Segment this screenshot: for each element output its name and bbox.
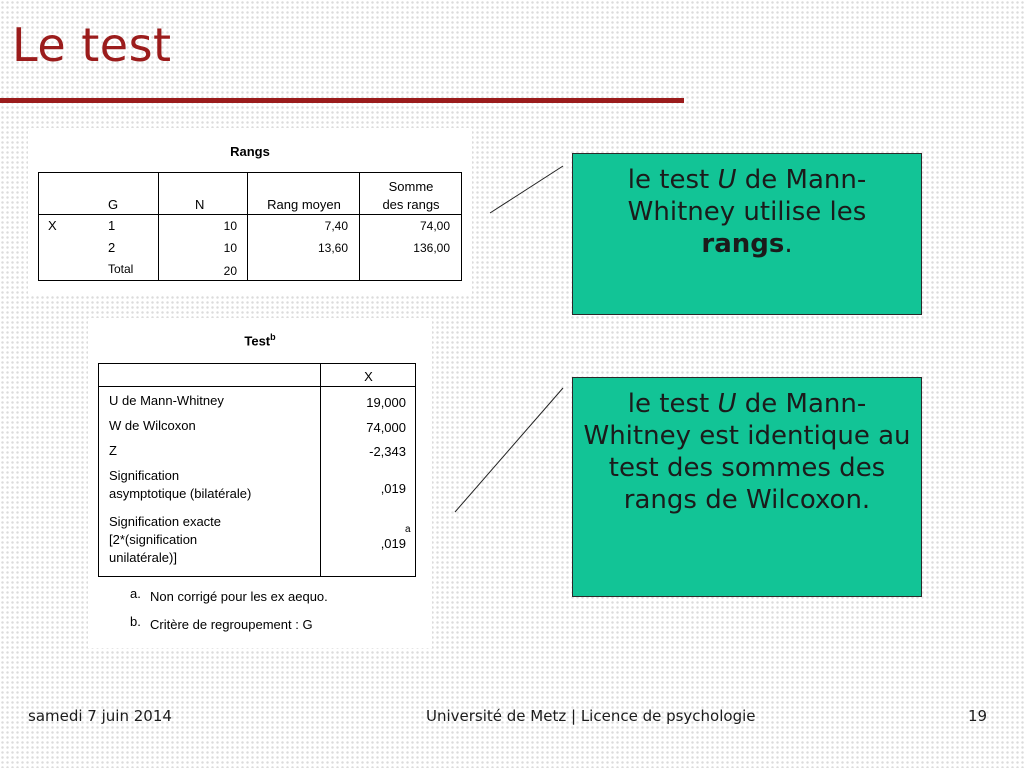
footer-page-number: 19 (968, 707, 988, 725)
test-row-value: 19,000 (366, 395, 406, 410)
rangs-header-n: N (195, 197, 205, 212)
callout-emphasis: U (717, 165, 737, 195)
test-row-label: asymptotique (bilatérale) (109, 486, 252, 501)
callout-strong: rangs (701, 229, 785, 259)
rangs-row-g: 1 (108, 218, 116, 233)
slide-title: Le test (12, 18, 172, 72)
test-row-sup: a (405, 524, 411, 535)
rangs-row-n: 10 (223, 219, 237, 233)
test-row-label: Signification (109, 468, 180, 483)
rangs-row-somme: 74,00 (419, 219, 450, 233)
rangs-row-n: 20 (223, 264, 237, 278)
footer-institution: Université de Metz | Licence de psychologie (426, 707, 756, 725)
rangs-row-rang-moyen: 7,40 (324, 219, 348, 233)
rangs-row-g: 2 (108, 240, 116, 255)
rangs-header-g: G (108, 197, 119, 212)
callout-wilcoxon (572, 377, 922, 597)
callout-emphasis: U (717, 389, 737, 419)
footer-date: samedi 7 juin 2014 (28, 707, 172, 725)
rangs-row-n: 10 (223, 241, 237, 255)
callout-text: de Mann-Whitney utilise les (627, 165, 867, 227)
rangs-row-g: Total (108, 262, 134, 276)
test-note-mark: b. (130, 614, 141, 629)
rangs-header-somme-1: Somme (388, 179, 434, 194)
test-row-value: ,019 (380, 536, 406, 551)
test-row-label: Signification exacte (109, 514, 222, 529)
callout-text: le test (627, 165, 718, 195)
test-title-sup: b (270, 332, 276, 342)
connector-line-2 (455, 388, 563, 512)
rangs-row-rang-moyen: 13,60 (317, 241, 348, 255)
test-col-header: X (364, 369, 373, 384)
test-row-label: U de Mann-Whitney (109, 393, 224, 408)
test-row-value: 74,000 (366, 420, 406, 435)
rangs-header-somme-2: des rangs (382, 197, 440, 212)
test-row-value: ,019 (380, 481, 406, 496)
test-note-mark: a. (130, 586, 141, 601)
test-row-label: unilatérale)] (109, 550, 177, 565)
test-title-text: Test (244, 333, 271, 349)
connector-line-1 (490, 166, 563, 213)
callout-text: . (784, 229, 793, 259)
test-row-label: [2*(signification (109, 532, 198, 547)
callout-text: le test (627, 389, 718, 419)
test-row-value: -2,343 (369, 444, 406, 459)
callout-text: de Mann-Whitney est identique au test des sommes des rangs de Wilcoxon. (583, 389, 911, 515)
test-row-label: W de Wilcoxon (109, 418, 196, 433)
callout-rangs (572, 153, 922, 315)
rangs-variable-label: X (48, 218, 57, 233)
rangs-header-rang-moyen: Rang moyen (267, 197, 341, 212)
test-note-text: Non corrigé pour les ex aequo. (150, 589, 328, 604)
rangs-row-somme: 136,00 (413, 241, 450, 255)
test-row-label: Z (109, 443, 117, 458)
test-note-text: Critère de regroupement : G (150, 617, 313, 632)
rangs-table-title: Rangs (230, 144, 270, 159)
